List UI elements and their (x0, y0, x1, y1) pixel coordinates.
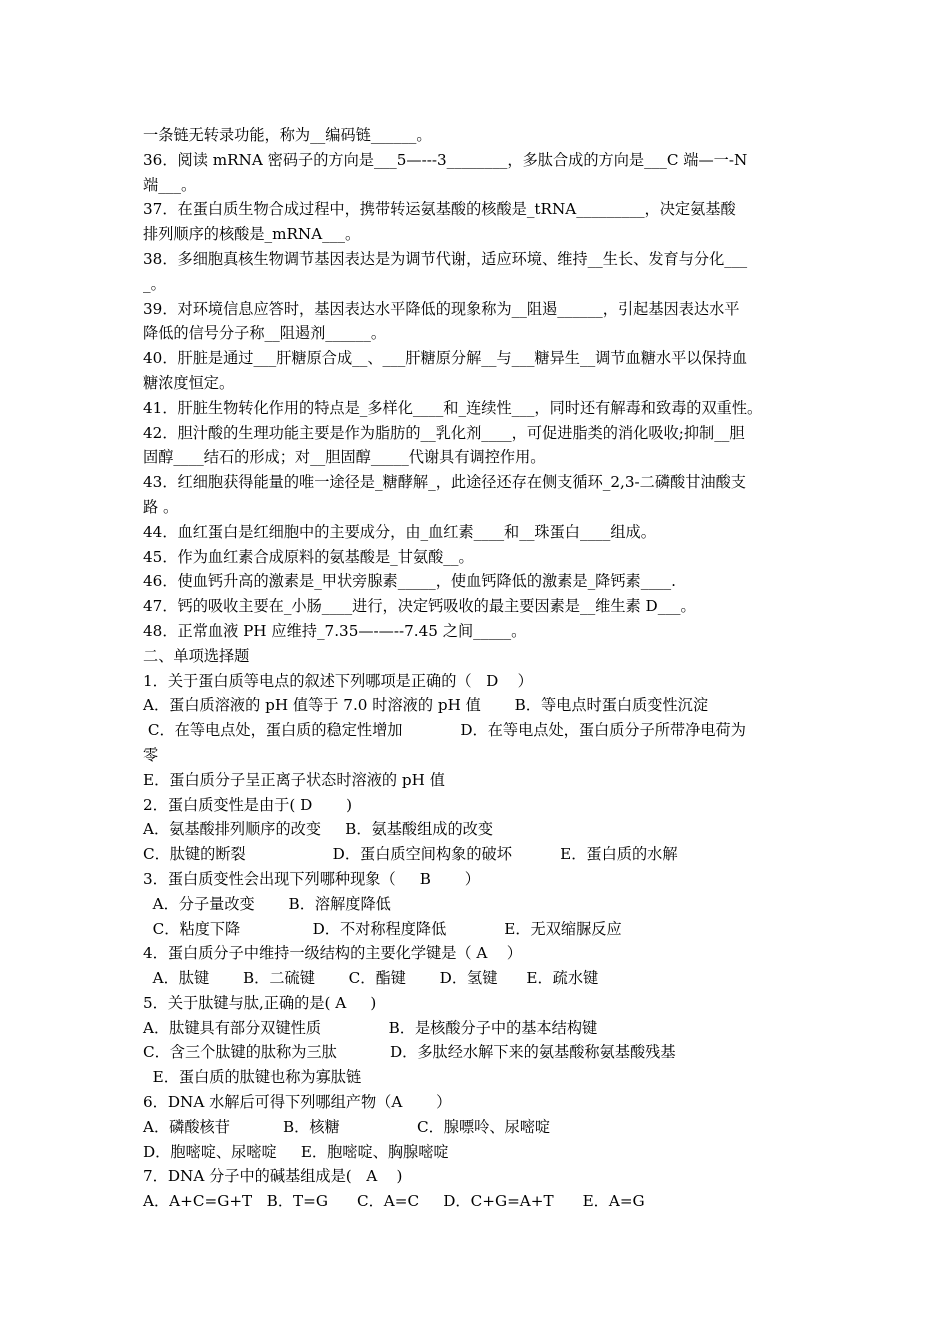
text-line: 3．蛋白质变性会出现下列哪种现象（ B ） (143, 869, 480, 888)
text-line: 39．对环境信息应答时，基因表达水平降低的现象称为__阻遏______，引起基因表达水平 (143, 299, 740, 318)
text-line: 37．在蛋白质生物合成过程中，携带转运氨基酸的核酸是_tRNA_________，决定氨基酸 (143, 200, 736, 219)
text-line: 排列顺序的核酸是_mRNA___。 (143, 225, 361, 244)
text-line: 端___。 (143, 175, 197, 194)
text-line: A．A+C=G+T B．T=G C．A=C D．C+G=A+T E．A=G (143, 1192, 645, 1211)
text-line: 6．DNA 水解后可得下列哪组产物（A ） (143, 1093, 452, 1112)
text-line: A．蛋白质溶液的 pH 值等于 7.0 时溶液的 pH 值 B．等电点时蛋白质变性沉淀 (143, 696, 709, 715)
text-line: 45．作为血红素合成原料的氨基酸是_甘氨酸__。 (143, 547, 474, 566)
text-line: 43．红细胞获得能量的唯一途径是_糖酵解_，此途径还存在侧支循环_2,3-二磷酸甘油酸支 (143, 473, 746, 492)
text-line: 7．DNA 分子中的碱基组成是( A ) (143, 1167, 403, 1186)
text-line: 糖浓度恒定。 (143, 373, 235, 392)
text-line: 路 。 (143, 497, 179, 516)
text-line: A．氨基酸排列顺序的改变 B．氨基酸组成的改变 (143, 820, 494, 839)
text-line: 38．多细胞真核生物调节基因表达是为调节代谢，适应环境、维持__生长、发育与分化___ (143, 249, 748, 268)
text-line: A．肽键 B．二硫键 C．酯键 D．氢键 E．疏水键 (143, 969, 599, 988)
text-line: 47．钙的吸收主要在_小肠____进行，决定钙吸收的最主要因素是__维生素 D___。 (143, 597, 696, 616)
text-line: 4．蛋白质分子中维持一级结构的主要化学键是（ A ） (143, 944, 522, 963)
text-line: E．蛋白质分子呈正离子状态时溶液的 pH 值 (143, 770, 445, 789)
text-line: A．磷酸核苷 B．核糖 C．腺嘌呤、尿嘧啶 (143, 1117, 551, 1136)
text-line: 46．使血钙升高的激素是_甲状旁腺素_____，使血钙降低的激素是_降钙素____. (143, 572, 676, 591)
text-line: 40．肝脏是通过___肝糖原合成__、___肝糖原分解__与___糖异生__调节血糖水平以保持血 (143, 349, 748, 368)
text-line: 41．肝脏生物转化作用的特点是_多样化____和_连续性___，同时还有解毒和致毒的双重性。 (143, 398, 763, 417)
text-line: 36．阅读 mRNA 密码子的方向是___5—---3________，多肽合成的方向是___C 端—一-N (143, 150, 748, 169)
text-line: _。 (143, 274, 166, 293)
text-line: 44．血红蛋白是红细胞中的主要成分，由_血红素____和__珠蛋白____组成。 (143, 522, 656, 541)
text-line: C．在等电点处，蛋白质的稳定性增加 D．在等电点处，蛋白质分子所带净电荷为 (143, 721, 746, 740)
text-line: E．蛋白质的肽键也称为寡肽链 (143, 1068, 362, 1087)
text-line: 42．胆汁酸的生理功能主要是作为脂肪的__乳化剂____，可促进脂类的消化吸收;抑制__胆 (143, 423, 745, 442)
text-line: 5．关于肽键与肽,正确的是( A ) (143, 993, 377, 1012)
text-line: 48．正常血液 PH 应维持_7.35—-—--7.45 之间_____。 (143, 621, 527, 640)
text-line: 零 (143, 745, 159, 764)
text-line: C．肽键的断裂 D．蛋白质空间构象的破坏 E．蛋白质的水解 (143, 845, 678, 864)
text-line: 一条链无转录功能，称为__编码链______。 (143, 126, 432, 144)
text-line: A．分子量改变 B．溶解度降低 (143, 894, 391, 913)
text-line: A．肽键具有部分双键性质 B．是核酸分子中的基本结构键 (143, 1018, 598, 1037)
text-line: C．粘度下降 D．不对称程度降低 E．无双缩脲反应 (143, 919, 622, 938)
text-line: 降低的信号分子称__阻遏剂______。 (143, 324, 386, 343)
text-line: C．含三个肽键的肽称为三肽 D．多肽经水解下来的氨基酸称氨基酸残基 (143, 1043, 676, 1062)
text-line: 固醇____结石的形成；对__胆固醇_____代谢具有调控作用。 (143, 448, 546, 467)
text-line: 2．蛋白质变性是由于( D ) (143, 795, 352, 814)
document-page (143, 123, 815, 1214)
text-line: 1．关于蛋白质等电点的叙述下列哪项是正确的（ D ） (143, 671, 533, 690)
text-line: D．胞嘧啶、尿嘧啶 E．胞嘧啶、胸腺嘧啶 (143, 1142, 449, 1161)
section-heading: 二、单项选择题 (143, 646, 250, 665)
